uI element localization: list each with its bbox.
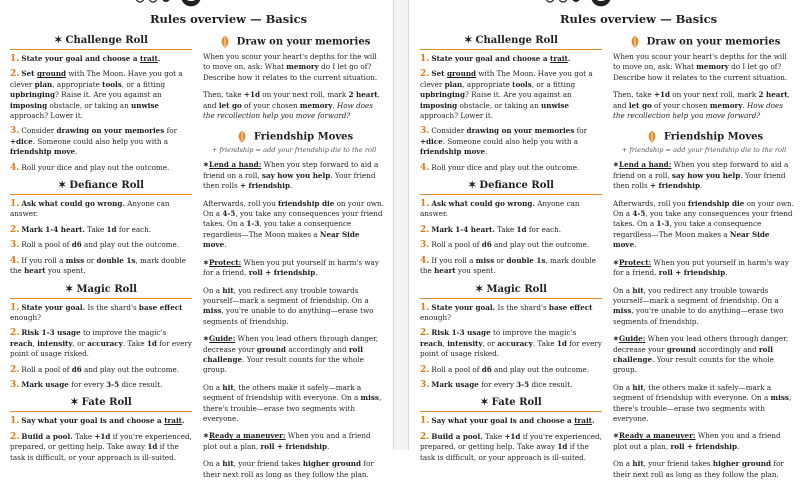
- page-left: [0, 0, 390, 479]
- orange-leaf-icon: [218, 35, 232, 49]
- moon-phases-icon: [470, 0, 650, 12]
- friendship-ready-maneuver: ✶Ready a maneuver: When you and a friend plot out a plan, roll + friendship.: [203, 431, 371, 451]
- friendship-protect: ✶Protect: When you put yourself in harm's way for a friend, roll + friendship.: [203, 257, 379, 278]
- defiance-step-4: 4. If you roll a miss or double 1s, mark double the heart you spent.: [420, 255, 596, 276]
- page-title: Rules overview — Basics: [560, 12, 718, 26]
- section-friendship-moves: Friendship Moves: [203, 128, 385, 147]
- fate-step-2: 2. Build a pool. Take +1d if you're experienced, prepared, or getting help. Take away 1d if the task is difficult, or your approach is ill-suited.: [420, 431, 602, 462]
- friendship-protect-outcome: On a hit, you redirect any trouble towards yourself—mark a segment of friendship. On a miss, you're unable to do anything—erase two segments of friendship.: [203, 285, 374, 326]
- challenge-step-1: 1. State your goal and choose a trait.: [10, 54, 161, 64]
- friendship-lend-a-hand: ✶Lend a hand: When you step forward to aid a friend on a roll, say how you help. Your friend then rolls + friendship.: [613, 160, 789, 191]
- friendship-ready-maneuver: ✶Ready a maneuver: When you and a friend plot out a plan, roll + friendship.: [613, 431, 781, 451]
- memories-paragraph-2: Then, take +1d on your next roll, mark 2 heart, and let go of your chosen memory. How does the recollection help you move forward?: [203, 90, 380, 121]
- magic-step-3: 2. Roll a pool of d6 and play out the outcome.: [10, 364, 180, 375]
- defiance-step-2: 2. Mark 1-4 heart. Take 1d for each.: [420, 224, 562, 235]
- orange-leaf-icon: [645, 130, 659, 144]
- defiance-step-4: 4. If you roll a miss or double 1s, mark double the heart you spent.: [10, 255, 186, 276]
- moon-phases-icon: [60, 0, 240, 12]
- friendship-guide-outcome: On a hit, the others make it safely—mark a segment of friendship with everyone. On a miss, there's trouble—erase two segments with everyone.: [613, 382, 792, 423]
- challenge-step-2: 2. Set ground with The Moon. Have you got a clever plan, appropriate tools, or a fitting upbringing? Raise it. Are you against an imposing obstacle, or taking an unwise approach? Lower it.: [10, 69, 183, 121]
- page-title: Rules overview — Basics: [150, 12, 308, 26]
- friendship-protect-outcome: On a hit, you redirect any trouble towards yourself—mark a segment of friendship. On a miss, you're unable to do anything—erase two segments of friendship.: [613, 285, 784, 326]
- defiance-step-1: 1. Ask what could go wrong. Anyone can answer.: [10, 199, 170, 219]
- section-fate-roll: ✶ Fate Roll: [420, 395, 602, 412]
- defiance-step-3: 3. Roll a pool of d6 and play out the outcome.: [420, 240, 590, 251]
- right-column: [203, 33, 385, 487]
- friendship-protect: ✶Protect: When you put yourself in harm's way for a friend, roll + friendship.: [613, 257, 789, 278]
- asterisk-star-icon: ✶: [464, 35, 473, 46]
- memories-paragraph-1: When you scour your heart's depths for the will to move on, ask: What memory do I let go of? Describe how it relates to the current situation.: [613, 52, 788, 82]
- friendship-guide: ✶Guide: When you lead others through danger, decrease your ground accordingly and roll challenge. Your result counts for the whole group.: [613, 334, 789, 375]
- defiance-step-2: 2. Mark 1-4 heart. Take 1d for each.: [10, 224, 152, 235]
- challenge-step-2: 2. Set ground with The Moon. Have you got a clever plan, appropriate tools, or a fitting upbringing? Raise it. Are you against an imposing obstacle, or taking an unwise approach? Lower it.: [420, 69, 593, 121]
- fate-step-1: 1. Say what your goal is and choose a trait.: [420, 416, 595, 427]
- section-draw-on-memories: Draw on your memories: [203, 33, 385, 52]
- section-challenge-roll: ✶ Challenge Roll: [10, 33, 192, 50]
- section-magic-roll: ✶ Magic Roll: [10, 282, 192, 299]
- asterisk-star-icon: ✶: [468, 180, 477, 192]
- defiance-step-3: 3. Roll a pool of d6 and play out the outcome.: [10, 240, 180, 251]
- challenge-step-3: 3. Consider drawing on your memories for +dice. Someone could also help you with a friendship move.: [420, 126, 588, 157]
- left-column: [420, 33, 602, 468]
- section-defiance-roll: ✶ Defiance Roll: [10, 178, 192, 195]
- friendship-subtitle: + friendship = add your friendship die to the roll: [621, 146, 787, 155]
- asterisk-star-icon: ✶: [65, 283, 74, 295]
- page-right: [410, 0, 800, 479]
- friendship-ready-outcome: On a hit, your friend takes higher ground for their next roll as long as they follow the plan.: [203, 459, 374, 479]
- magic-step-1: 1. State your goal. Is the shard's base effect enough?: [420, 302, 593, 322]
- magic-step-2: 2. Risk 1-3 usage to improve the magic's reach, intensity, or accuracy. Take 1d for every point of usage risked.: [420, 328, 602, 359]
- section-challenge-roll: ✶ Challenge Roll: [420, 33, 602, 50]
- magic-step-1: 1. State your goal. Is the shard's base effect enough?: [10, 302, 183, 322]
- challenge-step-3: 3. Consider drawing on your memories for +dice. Someone could also help you with a friendship move.: [10, 126, 178, 157]
- fate-step-1: 1. Say what your goal is and choose a trait.: [10, 416, 185, 427]
- section-draw-on-memories: Draw on your memories: [613, 33, 795, 52]
- magic-step-3: 2. Roll a pool of d6 and play out the outcome.: [420, 364, 590, 375]
- friendship-afterwards: Afterwards, roll you friendship die on your own. On a 4-5, you take any consequences your friend takes. On a 1-3, you take a consequence regardless—The Moon makes a Near Side move.: [203, 198, 384, 250]
- friendship-lend-a-hand: ✶Lend a hand: When you step forward to aid a friend on a roll, say how you help. Your friend then rolls + friendship.: [203, 160, 379, 191]
- section-fate-roll: ✶ Fate Roll: [10, 395, 192, 412]
- defiance-step-1: 1. Ask what could go wrong. Anyone can answer.: [420, 199, 580, 219]
- magic-step-2: 2. Risk 1-3 usage to improve the magic's reach, intensity, or accuracy. Take 1d for every point of usage risked.: [10, 328, 192, 359]
- challenge-step-4: 4. Roll your dice and play out the outcome.: [10, 162, 170, 173]
- asterisk-star-icon: ✶: [54, 35, 63, 46]
- orange-leaf-icon: [235, 130, 249, 144]
- friendship-subtitle: + friendship = add your friendship die to the roll: [211, 146, 377, 155]
- fate-step-2: 2. Build a pool. Take +1d if you're experienced, prepared, or getting help. Take away 1d if the task is difficult, or your approach is ill-suited.: [10, 431, 192, 462]
- friendship-afterwards: Afterwards, roll you friendship die on your own. On a 4-5, you take any consequences your friend takes. On a 1-3, you take a consequence regardless—The Moon makes a Near Side move.: [613, 198, 794, 250]
- friendship-guide: ✶Guide: When you lead others through danger, decrease your ground accordingly and roll challenge. Your result counts for the whole group.: [203, 334, 379, 375]
- asterisk-star-icon: ✶: [70, 397, 79, 409]
- memories-paragraph-1: When you scour your heart's depths for the will to move on, ask: What memory do I let go of? Describe how it relates to the current situation.: [203, 52, 378, 82]
- magic-step-4: 3. Mark usage for every 3-5 dice result.: [420, 379, 573, 390]
- left-column: [10, 33, 192, 468]
- friendship-ready-outcome: On a hit, your friend takes higher ground for their next roll as long as they follow the plan.: [613, 459, 784, 479]
- challenge-step-4: 4. Roll your dice and play out the outcome.: [420, 162, 580, 173]
- asterisk-star-icon: ✶: [475, 283, 484, 295]
- section-friendship-moves: Friendship Moves: [613, 128, 795, 147]
- section-defiance-roll: ✶ Defiance Roll: [420, 178, 602, 195]
- right-column: [613, 33, 795, 487]
- page-gutter: [393, 0, 409, 450]
- section-magic-roll: ✶ Magic Roll: [420, 282, 602, 299]
- asterisk-star-icon: ✶: [58, 180, 67, 192]
- memories-paragraph-2: Then, take +1d on your next roll, mark 2 heart, and let go of your chosen memory. How does the recollection help you move forward?: [613, 90, 790, 121]
- orange-leaf-icon: [628, 35, 642, 49]
- magic-step-4: 3. Mark usage for every 3-5 dice result.: [10, 379, 163, 390]
- challenge-step-1: 1. State your goal and choose a trait.: [420, 54, 571, 64]
- friendship-guide-outcome: On a hit, the others make it safely—mark a segment of friendship with everyone. On a miss, there's trouble—erase two segments with everyone.: [203, 382, 382, 423]
- asterisk-star-icon: ✶: [480, 397, 489, 409]
